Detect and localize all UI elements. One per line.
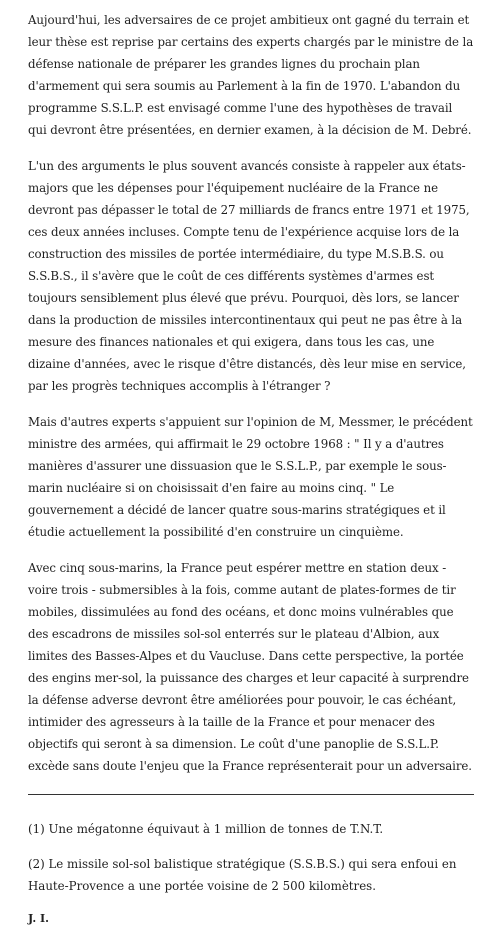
article-paragraph-2: L'un des arguments le plus souvent avancés consiste à rappeler aux états-majors que les dépenses pour l'équipement nucléaire de la France ne devront pas dépasser le total de 27 milliards de francs entre 1971 et 1975, ces deux années incluses. Compte tenu de l'expérience acquise lors de la construction des missiles de portée intermédiaire, du type M.S.B.S. ou S.S.B.S., il s'avère que le coût de ces différents systèmes d'armes est toujours sensiblement plus élevé que prévu. Pourquoi, dès lors, se lancer dans la production de missiles intercontinentaux qui peut ne pas être à la mesure des finances nationales et qui exigera, dans tous les cas, une dizaine d'années, avec le risque d'être distancés, dès leur mise en service, par les progrès techniques accomplis à l'étranger ? xyxy=(28,159,470,393)
footnote-1: (1) Une mégatonne équivaut à 1 million de tonnes de T.N.T. xyxy=(28,822,384,836)
footnote-divider xyxy=(28,794,474,795)
article-paragraph-3: Mais d'autres experts s'appuient sur l'opinion de M, Messmer, le précédent ministre des armées, qui affirmait le 29 octobre 1968 : " Il y a d'autres manières d'assurer une dissuasion que le S.S.L.P., par exemple le sous-marin nucléaire si on choisissait d'en faire au moins cinq. " Le gouvernement a décidé de lancer quatre sous-marins stratégiques et il étudie actuellement la possibilité d'en construire un cinquième. xyxy=(28,415,473,539)
article-paragraph-1: Aujourd'hui, les adversaires de ce projet ambitieux ont gagné du terrain et leur thèse est reprise par certains des experts chargés par le ministre de la défense nationale de préparer les grandes lignes du prochain plan d'armement qui sera soumis au Parlement à la fin de 1970. L'abandon du programme S.S.L.P. est envisagé comme l'une des hypothèses de travail qui devront être présentées, en dernier examen, à la décision de M. Debré. xyxy=(28,13,474,137)
author-signature: J. I. xyxy=(28,912,49,925)
article-paragraph-4: Avec cinq sous-marins, la France peut espérer mettre en station deux - voire trois - submersibles à la fois, comme autant de plates-formes de tir mobiles, dissimulées au fond des océans, et donc moins vulnérables que des escadrons de missiles sol-sol enterrés sur le plateau d'Albion, aux limites des Basses-Alpes et du Vaucluse. Dans cette perspective, la portée des engins mer-sol, la puissance des charges et leur capacité à surprendre la défense adverse devront être améliorées pour pouvoir, le cas échéant, intimider des agresseurs à la taille de la France et pour menacer des objectifs qui seront à sa dimension. Le coût d'une panoplie de S.S.L.P. excède sans doute l'enjeu que la France représenterait pour un adversaire. xyxy=(28,561,472,773)
footnote-2: (2) Le missile sol-sol balistique stratégique (S.S.B.S.) qui sera enfoui en Haute-Provence a une portée voisine de 2 500 kilomètres. xyxy=(28,857,457,893)
